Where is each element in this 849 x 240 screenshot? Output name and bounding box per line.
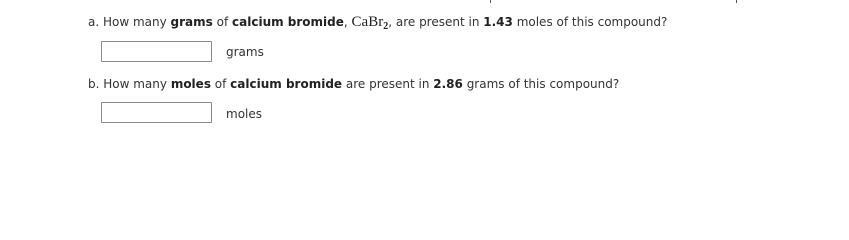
top-edge-mark-left xyxy=(490,0,491,3)
question-a-grams: grams xyxy=(170,15,213,29)
question-b-suffix: grams of this compound? xyxy=(462,77,620,91)
question-b-amount: 2.86 xyxy=(433,77,463,91)
question-a-prefix: a. How many xyxy=(88,15,171,29)
grams-unit-label: grams xyxy=(226,45,264,59)
question-b-of: of xyxy=(210,77,231,91)
question-b-mid: are present in xyxy=(342,77,434,91)
question-b-compound: calcium bromide xyxy=(230,77,343,91)
grams-answer-input[interactable] xyxy=(101,41,212,62)
moles-answer-input[interactable] xyxy=(101,102,212,123)
question-a-suffix: moles of this compound? xyxy=(512,15,668,29)
chemical-formula xyxy=(352,14,389,30)
top-edge-mark-right xyxy=(736,0,737,3)
question-b-moles: moles xyxy=(170,77,211,91)
question-b xyxy=(88,76,619,92)
formula-subscript: 2 xyxy=(383,21,389,32)
question-a-mid: , are present in xyxy=(388,15,484,29)
question-a-compound: calcium bromide xyxy=(232,15,344,29)
formula-main: CaBr xyxy=(351,14,384,30)
question-b-prefix: b. How many xyxy=(88,77,171,91)
question-a-of: of xyxy=(212,15,233,29)
question-a xyxy=(88,14,667,30)
moles-unit-label: moles xyxy=(226,107,262,121)
question-a-comma: , xyxy=(343,15,348,29)
question-a-amount: 1.43 xyxy=(483,15,513,29)
